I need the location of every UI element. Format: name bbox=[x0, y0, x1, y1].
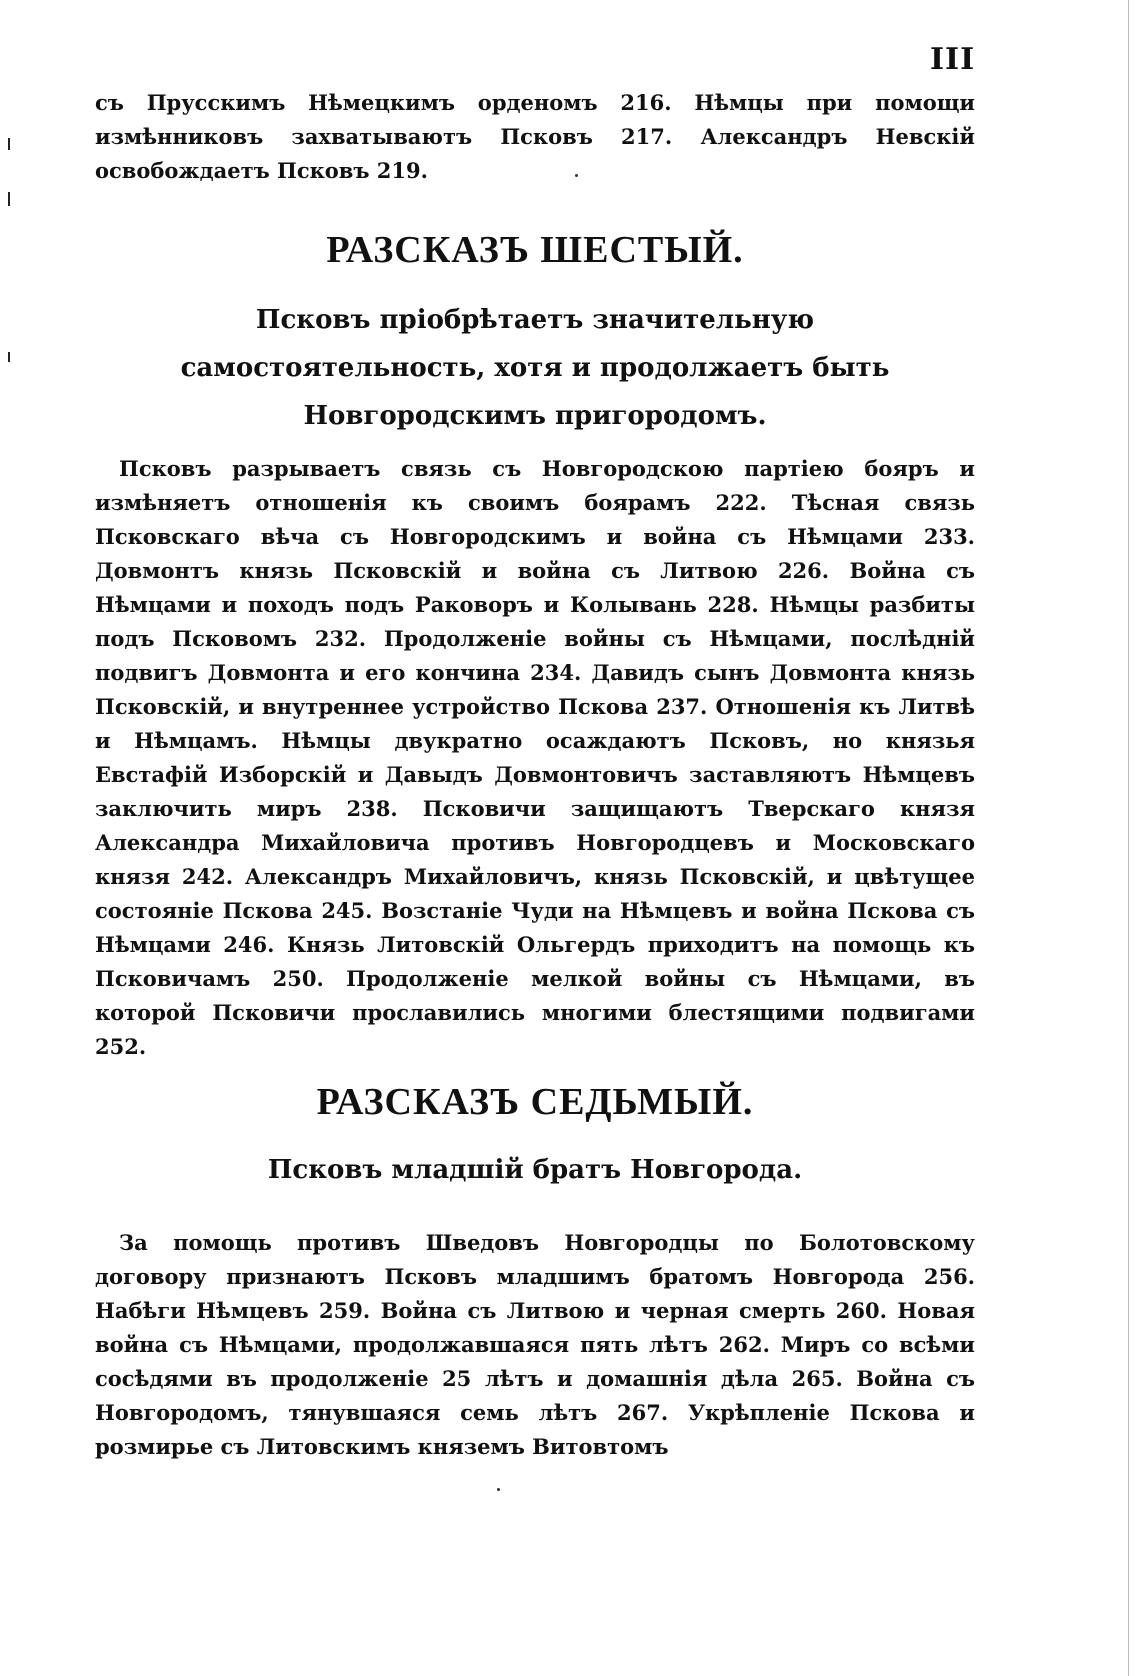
right-edge-line bbox=[1128, 0, 1129, 1676]
page-number: III bbox=[930, 42, 976, 77]
chapter-6-summary: Псковъ разрываетъ связь съ Новгородскою партіею бояръ и измѣняетъ отношенія къ своимъ боярамъ 222. Тѣсная связь Псковскаго вѣча съ Новгородскимъ и война съ Нѣмцами 233. Довмонтъ князь Псковскій и война съ Литвою 226. Война съ Нѣмцами и походъ подъ Раковоръ и Колывань 228. Нѣмцы разбиты подъ Псковомъ 232. Продолженіе войны съ Нѣмцами, послѣдній подвигъ Довмонта и его кончина 234. Давидъ сынъ Довмонта князь Псковскій, и внутреннее устройство Пскова 237. Отношенія къ Литвѣ и Нѣмцамъ. Нѣмцы двукратно осаждаютъ Псковъ, но князья Евстафій Изборскій и Давыдъ Довмонтовичъ заставляютъ Нѣмцевъ заключить миръ 238. Псковичи защищаютъ Тверскаго князя Александра Михайловича противъ Новгородцевъ и Московскаго князя 242. Александръ Михайловичъ, князь Псковскій, и цвѣтущее состояніе Пскова 245. Возстаніе Чуди на Нѣмцевъ и война Пскова съ Нѣмцами 246. Князь Литовскій Ольгердъ приходитъ на помощь къ Псковичамъ 250. Продолженіе мелкой войны съ Нѣмцами, въ которой Псковичи прославились многими блестящими подвигами 252. bbox=[95, 456, 975, 1059]
intro-summary-block bbox=[95, 86, 975, 188]
chapter-6-subtitle: Псковъ пріобрѣтаетъ значительную самостоятельность, хотя и продолжаетъ быть Новгородскимъ пригородомъ. bbox=[180, 305, 890, 431]
margin-mark bbox=[8, 352, 10, 362]
chapter-7-title: РАЗСКАЗЪ СЕДЬМЫЙ. bbox=[316, 1081, 754, 1123]
intro-summary: съ Прусскимъ Нѣмецкимъ орденомъ 216. Нѣмцы при помощи измѣнниковъ захватываютъ Псковъ 217. Александръ Невскій освобождаетъ Псковъ 219. bbox=[95, 90, 975, 183]
chapter-7-summary: За помощь противъ Шведовъ Новгородцы по Болотовскому договору признаютъ Псковъ младшимъ братомъ Новгорода 256. Набѣги Нѣмцевъ 259. Война съ Литвою и черная смерть 260. Новая война съ Нѣмцами, продолжавшаяся пять лѣтъ 262. Миръ со всѣми сосѣдями въ продолженіе 25 лѣтъ и домашнія дѣла 265. Война съ Новгородомъ, тянувшаяся семь лѣтъ 267. Укрѣпленіе Пскова и розмирье съ Литовскимъ княземъ Витовтомъ bbox=[95, 1230, 975, 1459]
chapter-7-subtitle: Псковъ младшій братъ Новгорода. bbox=[267, 1155, 803, 1185]
chapter-6-title: РАЗСКАЗЪ ШЕСТЫЙ. bbox=[326, 229, 744, 271]
chapter-6-summary-block bbox=[95, 452, 975, 1064]
chapter-7-summary-block bbox=[95, 1226, 975, 1464]
page-speck bbox=[497, 1488, 500, 1491]
margin-mark bbox=[8, 138, 10, 150]
margin-mark bbox=[8, 192, 10, 206]
